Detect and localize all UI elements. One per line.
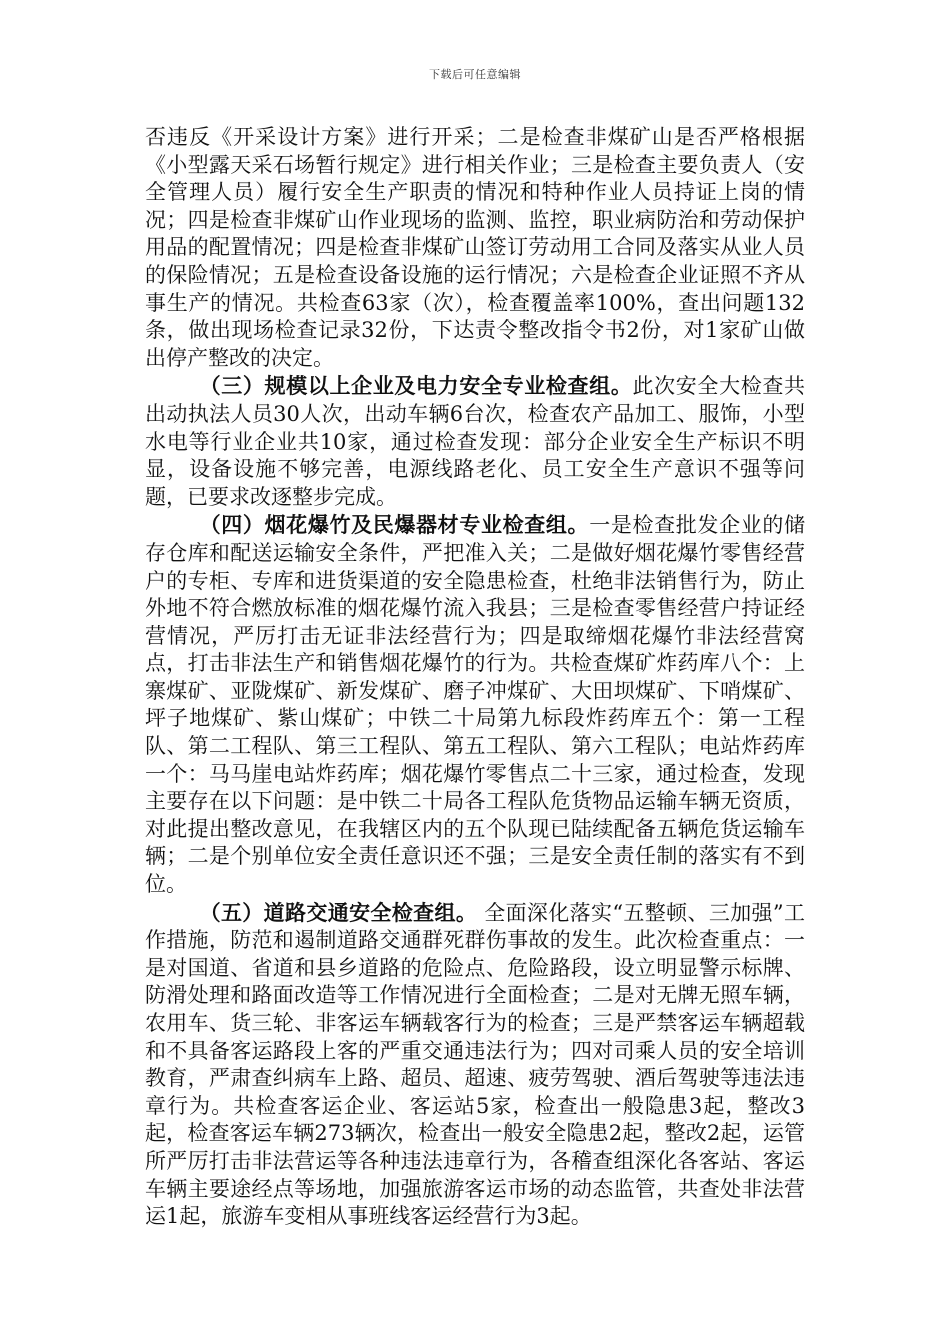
paragraph-text: 全面深化落实“五整顿、三加强”工作措施，防范和遏制道路交通群死群伤事故的发生。此次检查重点：一是对国道、省道和县乡道路的危险点、危险路段，设立明显警示标牌、防滑处理和路面改造等工作情况进行全面检查；二是对无牌无照车辆，农用车、货三轮、非客运车辆载客行为的检查；三是严禁客运车辆超载和不具备客运路段上客的严重交通违法行为；四对司乘人员的安全培训教育，严肃查纠病车上路、超员、超速、疲劳驾驶、酒后驾驶等违法违章行为。共检查客运企业、客运站5家，检查出一般隐患3起，整改3起，检查客运车辆273辆次，检查出一般安全隐患2起，整改2起，运管所严厉打击非法营运等各种违法违章行为，各稽查组深化各客站、客运车辆主要途经点等场地，加强旅游客运市场的动态监管，共查处非法营运1起，旅游车变相从事班线客运经营行为3起。: [145, 900, 805, 1229]
paragraph-text: 一是检查批发企业的储存仓库和配送运输安全条件，严把准入关；二是做好烟花爆竹零售经营户的专柜、专库和进货渠道的安全隐患检查，杜绝非法销售行为，防止外地不符合燃放标准的烟花爆竹流入我县；三是检查零售经营户持证经营情况，严厉打击无证非法经营行为；四是取缔烟花爆竹非法经营窝点，打击非法生产和销售烟花爆竹的行为。共检查煤矿炸药库八个：上寨煤矿、亚陇煤矿、新发煤矿、磨子冲煤矿、大田坝煤矿、下哨煤矿、坪子地煤矿、紫山煤矿；中铁二十局第九标段炸药库五个：第一工程队、第二工程队、第三工程队、第五工程队、第六工程队；电站炸药库一个：马马崖电站炸药库；烟花爆竹零售点二十三家，通过检查，发现主要存在以下问题：是中铁二十局各工程队危货物品运输车辆无资质，对此提出整改意见，在我辖区内的五个队现已陆续配备五辆危货运输车辆；二是个别单位安全责任意识还不强；三是安全责任制的落实有不到位。: [145, 513, 806, 897]
section-heading: （三）规模以上企业及电力安全专业检查组。: [199, 373, 633, 399]
page-header-note: 下载后可任意编辑: [429, 68, 521, 81]
paragraph-text: 此次安全大检查共出动执法人员30人次，出动车辆6台次，检查农产品加工、服饰，小型水电等行业企业共10家，通过检查发现：部分企业安全生产标识不明显，设备设施不够完善，电源线路老化、员工安全生产意识不强等问题，已要求改逐整步完成。: [145, 374, 806, 509]
section-heading: （五）道路交通安全检查组。: [199, 899, 478, 925]
paragraph-text: 否违反《开采设计方案》进行开采；二是检查非煤矿山是否严格根据《小型露天采石场暂行规定》进行相关作业；三是检查主要负责人（安全管理人员）履行安全生产职责的情况和特种作业人员持证上岗的情况；四是检查非煤矿山作业现场的监测、监控，职业病防治和劳动保护用品的配置情况；四是检查非煤矿山签订劳动用工合同及落实从业人员的保险情况；五是检查设备设施的运行情况；六是检查企业证照不齐从事生产的情况。共检查63家（次），检查覆盖率100%，查出问题132条，做出现场检查记录32份，下达责令整改指令书2份，对1家矿山做出停产整改的决定。: [145, 125, 805, 370]
paragraph-mine-inspection: [145, 124, 805, 372]
paragraph-enterprise-power-group: [145, 372, 805, 511]
document-body: [145, 124, 805, 1231]
paragraph-road-traffic-group: [145, 899, 805, 1231]
paragraph-fireworks-group: [145, 511, 805, 898]
section-heading: （四）烟花爆竹及民爆器材专业检查组。: [199, 512, 590, 538]
